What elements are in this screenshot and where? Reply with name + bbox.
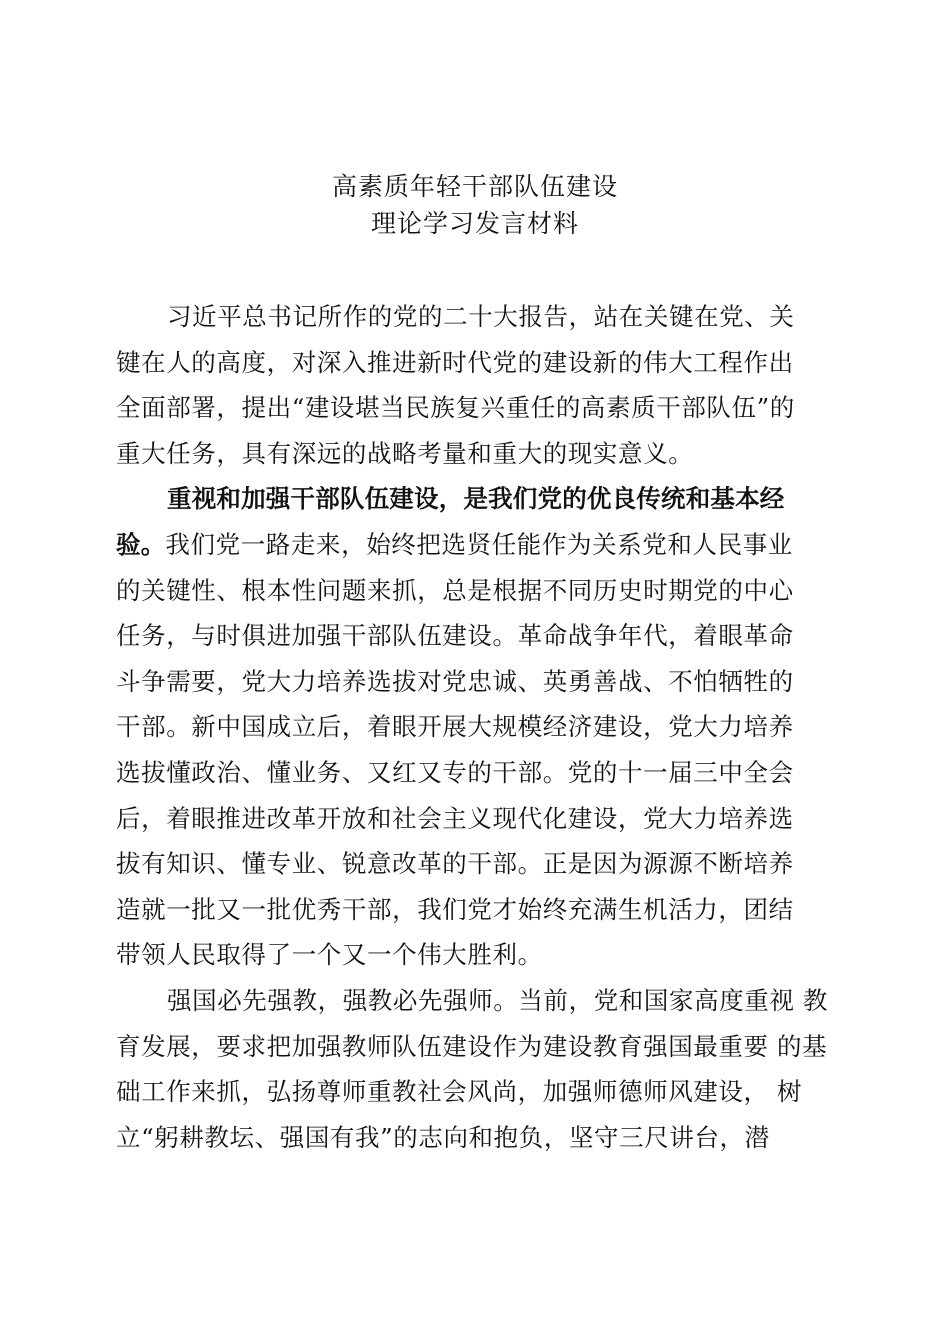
title-line-1: 高素质年轻干部队伍建设: [331, 172, 618, 201]
document-title: [0, 168, 950, 242]
document-body: [116, 294, 840, 1160]
paragraph-line: 斗争需要，党大力培养选拔对党忠诚、英勇善战、不怕牺牲的: [116, 666, 794, 696]
paragraph-line: 育发展，要求把加强教师队伍建设作为建设教育强国最重要 的基: [116, 1031, 828, 1061]
paragraph-line: 强国必先强教，强教必先强师。当前，党和国家高度重视 教: [167, 985, 828, 1015]
paragraph-line: 干部。新中国成立后，着眼开展大规模经济建设，党大力培养: [116, 712, 794, 742]
paragraph-line: 选拔懂政治、懂业务、又红又专的干部。党的十一届三中全会: [116, 757, 794, 787]
title-line-2: 理论学习发言材料: [370, 209, 579, 238]
paragraph-line: 任务，与时俱进加强干部队伍建设。革命战争年代，着眼革命: [116, 621, 794, 651]
paragraph-line: 键在人的高度，对深入推进新时代党的建设新的伟大工程作出: [116, 347, 794, 377]
paragraph-line: 全面部署，提出“建设堪当民族复兴重任的高素质干部队伍”的: [116, 393, 795, 423]
paragraph-line: 带领人民取得了一个又一个伟大胜利。: [116, 940, 543, 970]
paragraph-line: 的关键性、根本性问题来抓，总是根据不同历史时期党的中心: [116, 575, 794, 605]
paragraph-line: [116, 522, 840, 568]
paragraph-line: 习近平总书记所作的党的二十大报告，站在关键在党、关: [167, 302, 795, 331]
paragraph-line: 后，着眼推进改革开放和社会主义现代化建设，党大力培养选: [116, 803, 794, 833]
paragraph-1: [116, 294, 840, 476]
paragraph-heading: 重视和加强干部队伍建设，是我们党的优良传统和基本经: [167, 484, 785, 514]
paragraph-heading-end: 验。: [116, 529, 166, 559]
paragraph-2: [116, 476, 840, 978]
paragraph-line: 立“躬耕教坛、强国有我”的志向和抱负，坚守三尺讲台，潜: [116, 1122, 770, 1152]
paragraph-line: 造就一批又一批优秀干部，我们党才始终充满生机活力，团结: [116, 894, 794, 924]
paragraph-line: 础工作来抓，弘扬尊师重教社会风尚，加强师德师风建设， 树: [116, 1077, 803, 1107]
paragraph-line: 重大任务，具有深远的战略考量和重大的现实意义。: [116, 438, 694, 468]
paragraph-text: 我们党一路走来，始终把选贤任能作为关系党和人民事业: [165, 529, 793, 559]
paragraph-line: 拔有知识、懂专业、锐意改革的干部。正是因为源源不断培养: [116, 849, 794, 879]
paragraph-3: [116, 978, 840, 1160]
